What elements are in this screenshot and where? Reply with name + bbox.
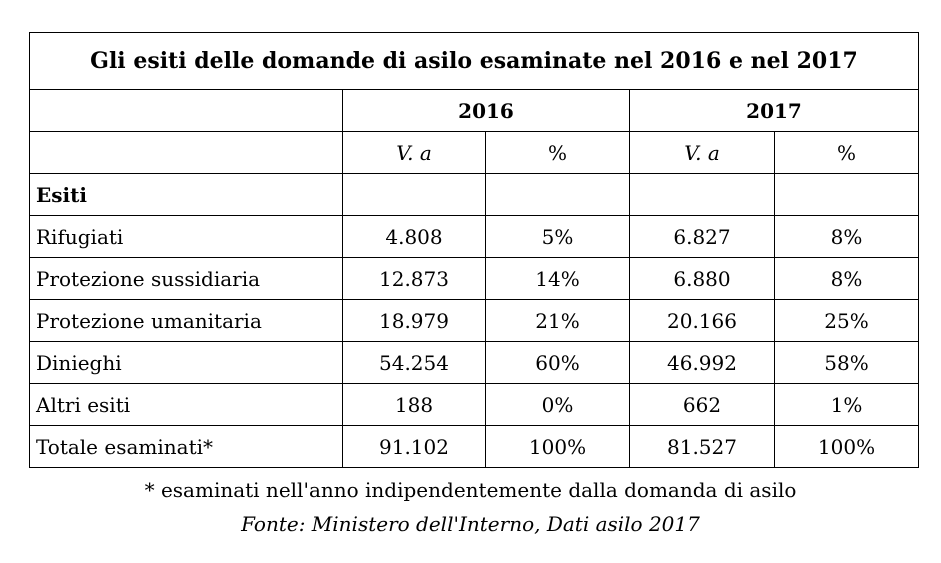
subheader-row bbox=[30, 132, 919, 174]
subheader-va-2017: V. a bbox=[630, 132, 775, 174]
percent-2017: 8% bbox=[775, 216, 919, 258]
percent-2016: 14% bbox=[486, 258, 630, 300]
percent-2016: 60% bbox=[486, 342, 630, 384]
value-2016: 91.102 bbox=[343, 426, 486, 468]
year-2016-header: 2016 bbox=[343, 90, 630, 132]
footnote: * esaminati nell'anno indipendentemente dalla domanda di asilo bbox=[144, 478, 797, 502]
empty-cell bbox=[775, 174, 919, 216]
percent-2017: 25% bbox=[775, 300, 919, 342]
value-2016: 188 bbox=[343, 384, 486, 426]
row-label: Protezione umanitaria bbox=[30, 300, 343, 342]
year-header-row bbox=[30, 90, 919, 132]
value-2016: 12.873 bbox=[343, 258, 486, 300]
row-label: Dinieghi bbox=[30, 342, 343, 384]
percent-2017: 8% bbox=[775, 258, 919, 300]
row-label: Altri esiti bbox=[30, 384, 343, 426]
subheader-pct-2017: % bbox=[775, 132, 919, 174]
table-title-row bbox=[30, 33, 919, 90]
source-citation: Fonte: Ministero dell'Interno, Dati asilo 2017 bbox=[241, 512, 700, 536]
value-2017: 20.166 bbox=[630, 300, 775, 342]
subheader-va-2016: V. a bbox=[343, 132, 486, 174]
asylum-outcomes-table-container bbox=[29, 32, 918, 468]
value-2016: 18.979 bbox=[343, 300, 486, 342]
year-2017-header: 2017 bbox=[630, 90, 919, 132]
section-label: Esiti bbox=[30, 174, 343, 216]
empty-cell bbox=[343, 174, 486, 216]
table-title: Gli esiti delle domande di asilo esaminate nel 2016 e nel 2017 bbox=[30, 33, 919, 90]
percent-2016: 100% bbox=[486, 426, 630, 468]
percent-2016: 0% bbox=[486, 384, 630, 426]
value-2017: 46.992 bbox=[630, 342, 775, 384]
asylum-outcomes-table bbox=[29, 32, 919, 468]
table-row bbox=[30, 300, 919, 342]
value-2016: 54.254 bbox=[343, 342, 486, 384]
value-2016: 4.808 bbox=[343, 216, 486, 258]
value-2017: 81.527 bbox=[630, 426, 775, 468]
empty-header-cell bbox=[30, 90, 343, 132]
empty-subheader-cell bbox=[30, 132, 343, 174]
empty-cell bbox=[486, 174, 630, 216]
value-2017: 6.880 bbox=[630, 258, 775, 300]
percent-2017: 58% bbox=[775, 342, 919, 384]
percent-2016: 5% bbox=[486, 216, 630, 258]
table-row bbox=[30, 384, 919, 426]
value-2017: 662 bbox=[630, 384, 775, 426]
row-label: Totale esaminati* bbox=[30, 426, 343, 468]
percent-2017: 1% bbox=[775, 384, 919, 426]
table-row bbox=[30, 258, 919, 300]
value-2017: 6.827 bbox=[630, 216, 775, 258]
table-row bbox=[30, 342, 919, 384]
row-label: Protezione sussidiaria bbox=[30, 258, 343, 300]
subheader-pct-2016: % bbox=[486, 132, 630, 174]
table-row bbox=[30, 216, 919, 258]
section-row bbox=[30, 174, 919, 216]
total-row bbox=[30, 426, 919, 468]
percent-2016: 21% bbox=[486, 300, 630, 342]
row-label: Rifugiati bbox=[30, 216, 343, 258]
empty-cell bbox=[630, 174, 775, 216]
percent-2017: 100% bbox=[775, 426, 919, 468]
